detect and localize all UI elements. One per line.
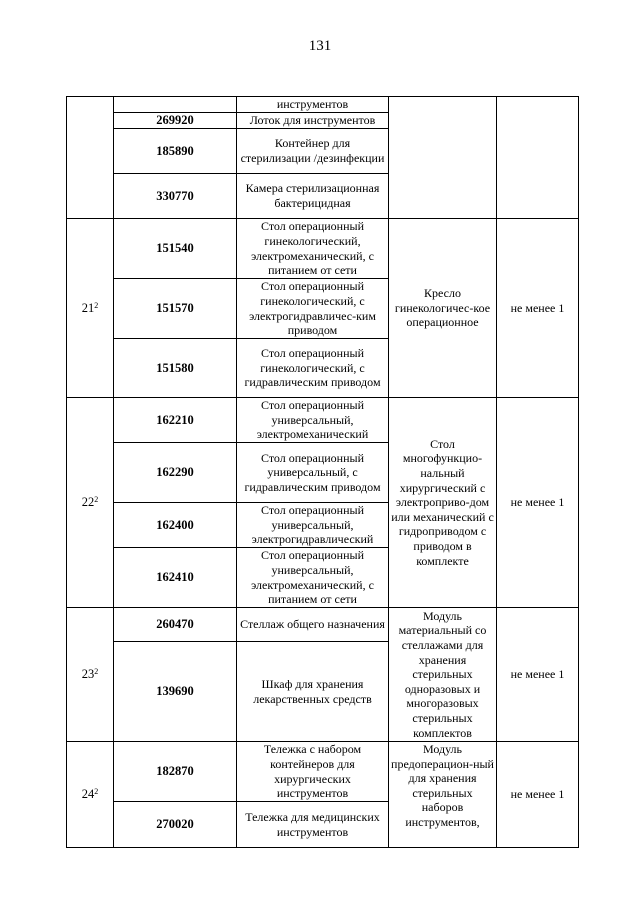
code-cell: 162210 — [114, 398, 237, 443]
code-cell: 139690 — [114, 642, 237, 742]
quantity-cell: не менее 1 — [497, 608, 579, 742]
row-number: 22 — [81, 495, 95, 510]
item-cell: Модуль материальный со стеллажами для хранения стерильных одноразовых и многоразовых стерильных комплектов — [389, 608, 497, 742]
item-cell — [389, 97, 497, 219]
name-cell: Стол операционный гинекологический, с гидравлическим приводом — [237, 339, 389, 398]
name-cell: Лоток для инструментов — [237, 113, 389, 129]
row-number-superscript: 2 — [94, 667, 99, 677]
quantity-cell: не менее 1 — [497, 219, 579, 398]
row-number-superscript: 2 — [94, 495, 99, 505]
name-cell: Стол операционный универсальный, электромеханический — [237, 398, 389, 443]
code-cell: 162410 — [114, 548, 237, 608]
quantity-cell — [497, 97, 579, 219]
table-row — [67, 742, 579, 802]
name-cell: Тележка с набором контейнеров для хирургических инструментов — [237, 742, 389, 802]
name-cell: Стеллаж общего назначения — [237, 608, 389, 642]
quantity-cell: не менее 1 — [497, 742, 579, 848]
code-cell: 162290 — [114, 443, 237, 503]
code-cell: 151580 — [114, 339, 237, 398]
row-number-superscript: 2 — [94, 787, 99, 797]
name-cell: Стол операционный универсальный, электрогидравлический — [237, 503, 389, 548]
table-row — [67, 219, 579, 279]
table-row — [67, 97, 579, 113]
row-number-cell — [67, 398, 114, 608]
item-cell: Кресло гинекологичес-кое операционное — [389, 219, 497, 398]
item-cell: Стол многофункцио-нальный хирургический с электроприво-дом или механический с гидроприводом с приводом в комплекте — [389, 398, 497, 608]
row-number-cell — [67, 742, 114, 848]
name-cell: Камера стерилизационная бактерицидная — [237, 174, 389, 219]
code-cell: 151540 — [114, 219, 237, 279]
code-cell: 182870 — [114, 742, 237, 802]
code-cell: 270020 — [114, 802, 237, 848]
page-number: 131 — [308, 38, 332, 54]
code-cell: 269920 — [114, 113, 237, 129]
name-cell: Тележка для медицинских инструментов — [237, 802, 389, 848]
code-cell: 330770 — [114, 174, 237, 219]
row-number-cell — [67, 97, 114, 219]
item-cell: Модуль предоперацион-ный для хранения стерильных наборов инструментов, — [389, 742, 497, 848]
name-cell: Контейнер для стерилизации /дезинфекции — [237, 129, 389, 174]
name-cell: Стол операционный гинекологический, электромеханический, с питанием от сети — [237, 219, 389, 279]
quantity-cell: не менее 1 — [497, 398, 579, 608]
code-cell: 185890 — [114, 129, 237, 174]
equipment-table — [66, 96, 579, 848]
name-cell: Стол операционный гинекологический, с электрогидравличес-ким приводом — [237, 279, 389, 339]
row-number: 21 — [81, 300, 95, 315]
code-cell: 151570 — [114, 279, 237, 339]
row-number-cell — [67, 608, 114, 742]
name-cell: Стол операционный универсальный, электромеханический, с питанием от сети — [237, 548, 389, 608]
table-row — [67, 608, 579, 642]
code-cell — [114, 97, 237, 113]
name-cell: Шкаф для хранения лекарственных средств — [237, 642, 389, 742]
row-number: 23 — [81, 667, 95, 682]
code-cell: 162400 — [114, 503, 237, 548]
name-cell: инструментов — [237, 97, 389, 113]
name-cell: Стол операционный универсальный, с гидравлическим приводом — [237, 443, 389, 503]
row-number: 24 — [81, 787, 95, 802]
code-cell: 260470 — [114, 608, 237, 642]
table-row — [67, 398, 579, 443]
row-number-cell — [67, 219, 114, 398]
row-number-superscript: 2 — [94, 300, 99, 310]
